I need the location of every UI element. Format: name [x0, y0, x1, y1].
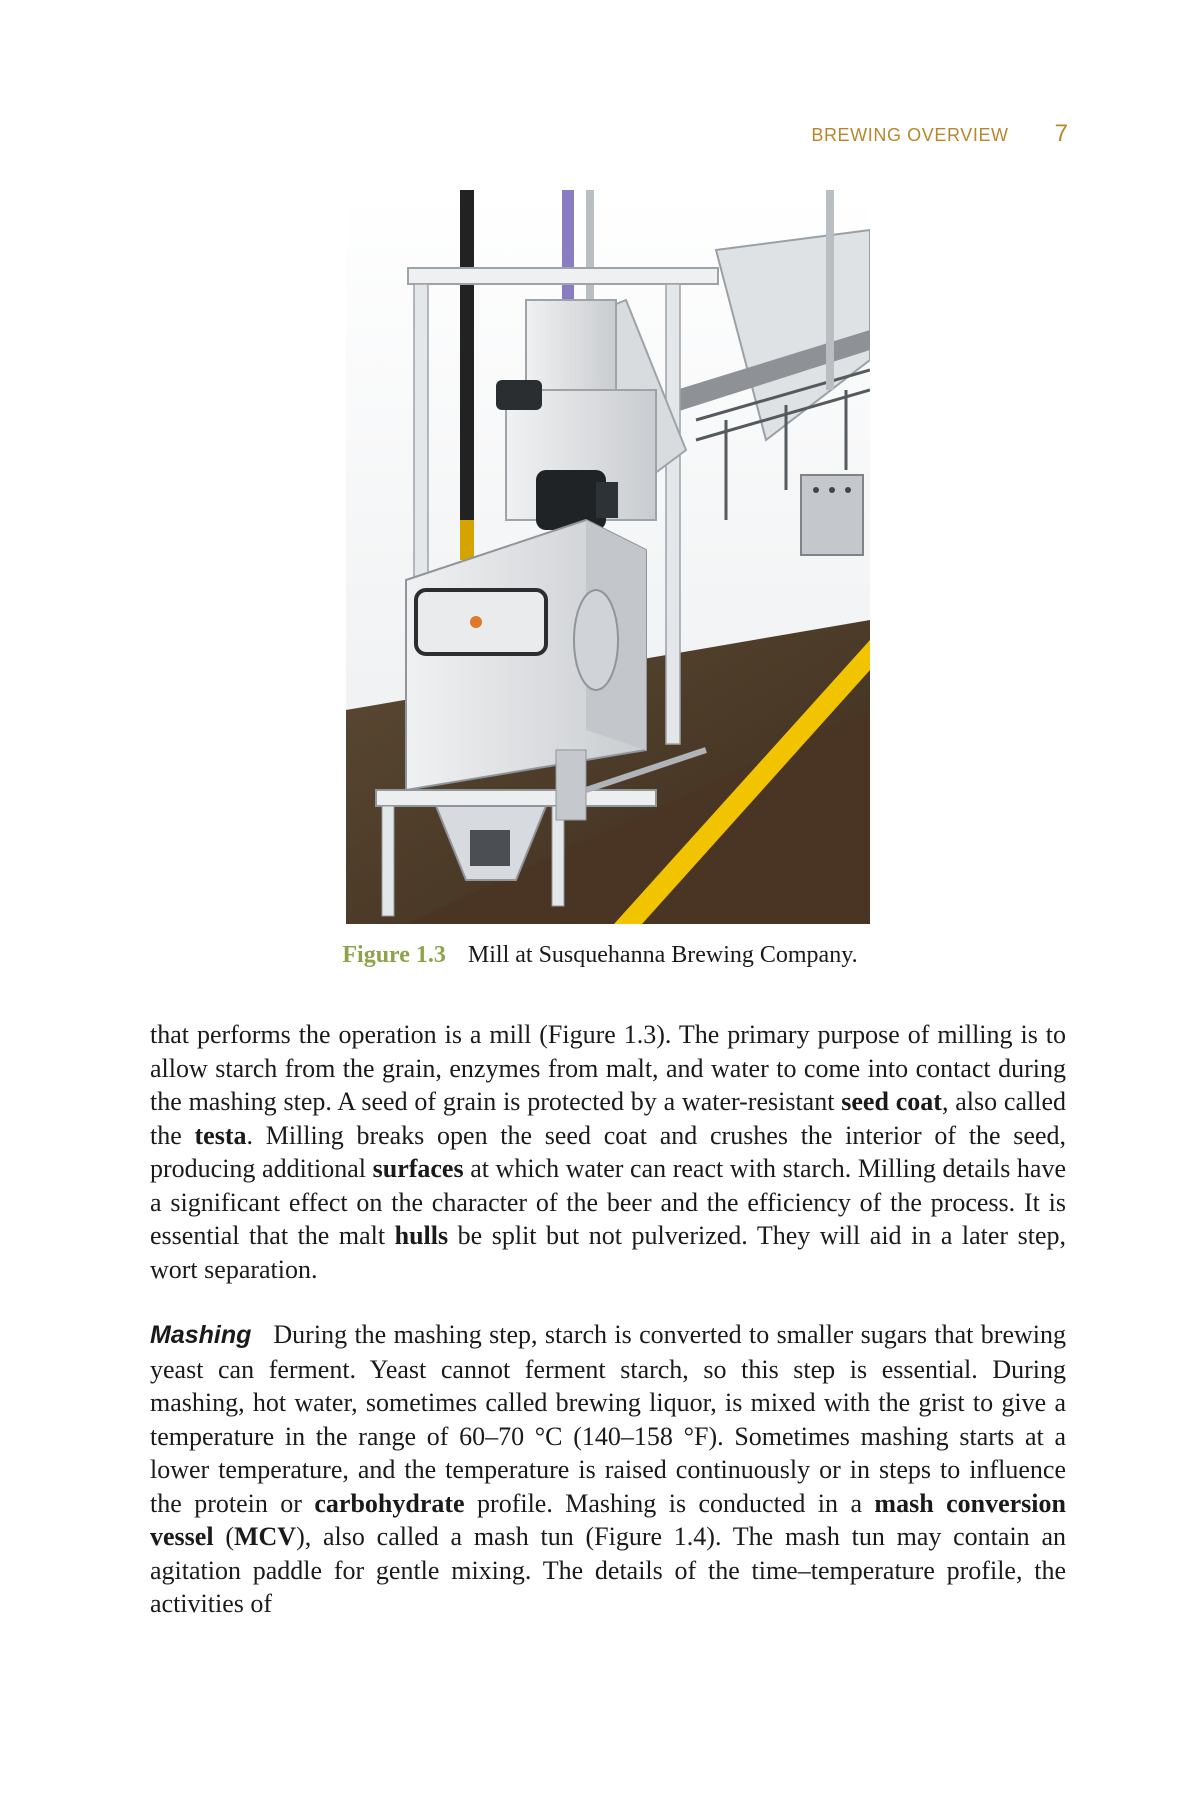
text-run: profile. Mashing is conducted in a	[464, 1488, 875, 1518]
text-run: During the mashing step, starch is converted to smaller sugars that brewing yeast can ferment. Yeast cannot ferment starch, so this step is essential. During mashing, hot water, sometimes called brewing liquor, is mixed with the grist to give a temperature in the range of 60–70 °C (140–158 °F). Sometimes mashing starts at a lower temperature, and the temperature is raised continuously or in steps to influence the protein or	[150, 1320, 1066, 1518]
text-run: be split but not pulverized. They will aid in a later step, wort separation.	[150, 1221, 1066, 1284]
text-run: ), also called a mash tun (Figure 1.4). The mash tun may contain an agitation paddle for gentle mixing. The details of the time–temperature profile, the activities of	[150, 1522, 1066, 1618]
figure-caption-text: Mill at Susquehanna Brewing Company.	[467, 942, 858, 968]
body-paragraph-milling	[150, 1018, 1066, 1286]
key-term: mash conversion vessel	[150, 1488, 1066, 1551]
running-head	[811, 120, 1068, 148]
text-run: , also called the	[150, 1087, 1067, 1150]
key-term: hulls	[394, 1221, 449, 1250]
key-term: surfaces	[372, 1154, 464, 1183]
key-term: carbohydrate	[314, 1488, 465, 1518]
running-head-section: BREWING OVERVIEW	[811, 125, 1009, 145]
key-term: testa	[194, 1120, 247, 1150]
mashing-body-text	[150, 1320, 1066, 1618]
text-run: that performs the operation is a mill (Figure 1.3). The primary purpose of milling is to allow starch from the grain, enzymes from malt, and water to come into contact during the mashing step. A seed of grain is protected by a water-resistant	[150, 1020, 1066, 1116]
figure-label: Figure 1.3	[342, 942, 446, 968]
figure-caption	[0, 942, 1200, 969]
key-term: MCV	[233, 1522, 297, 1551]
text-run: . Milling breaks open the seed coat and crushes the interior of the seed, producing additional	[150, 1120, 1067, 1183]
page-number: 7	[1054, 120, 1068, 147]
section-heading-mashing: Mashing	[150, 1321, 252, 1349]
body-paragraph-mashing	[150, 1318, 1066, 1621]
text-run: (	[213, 1522, 234, 1551]
text-run: at which water can react with starch. Milling details have a significant effect on the character of the beer and the efficiency of the process. It is essential that the malt	[150, 1154, 1066, 1250]
figure-mill-photo	[346, 190, 870, 924]
key-term: seed coat	[841, 1087, 942, 1116]
